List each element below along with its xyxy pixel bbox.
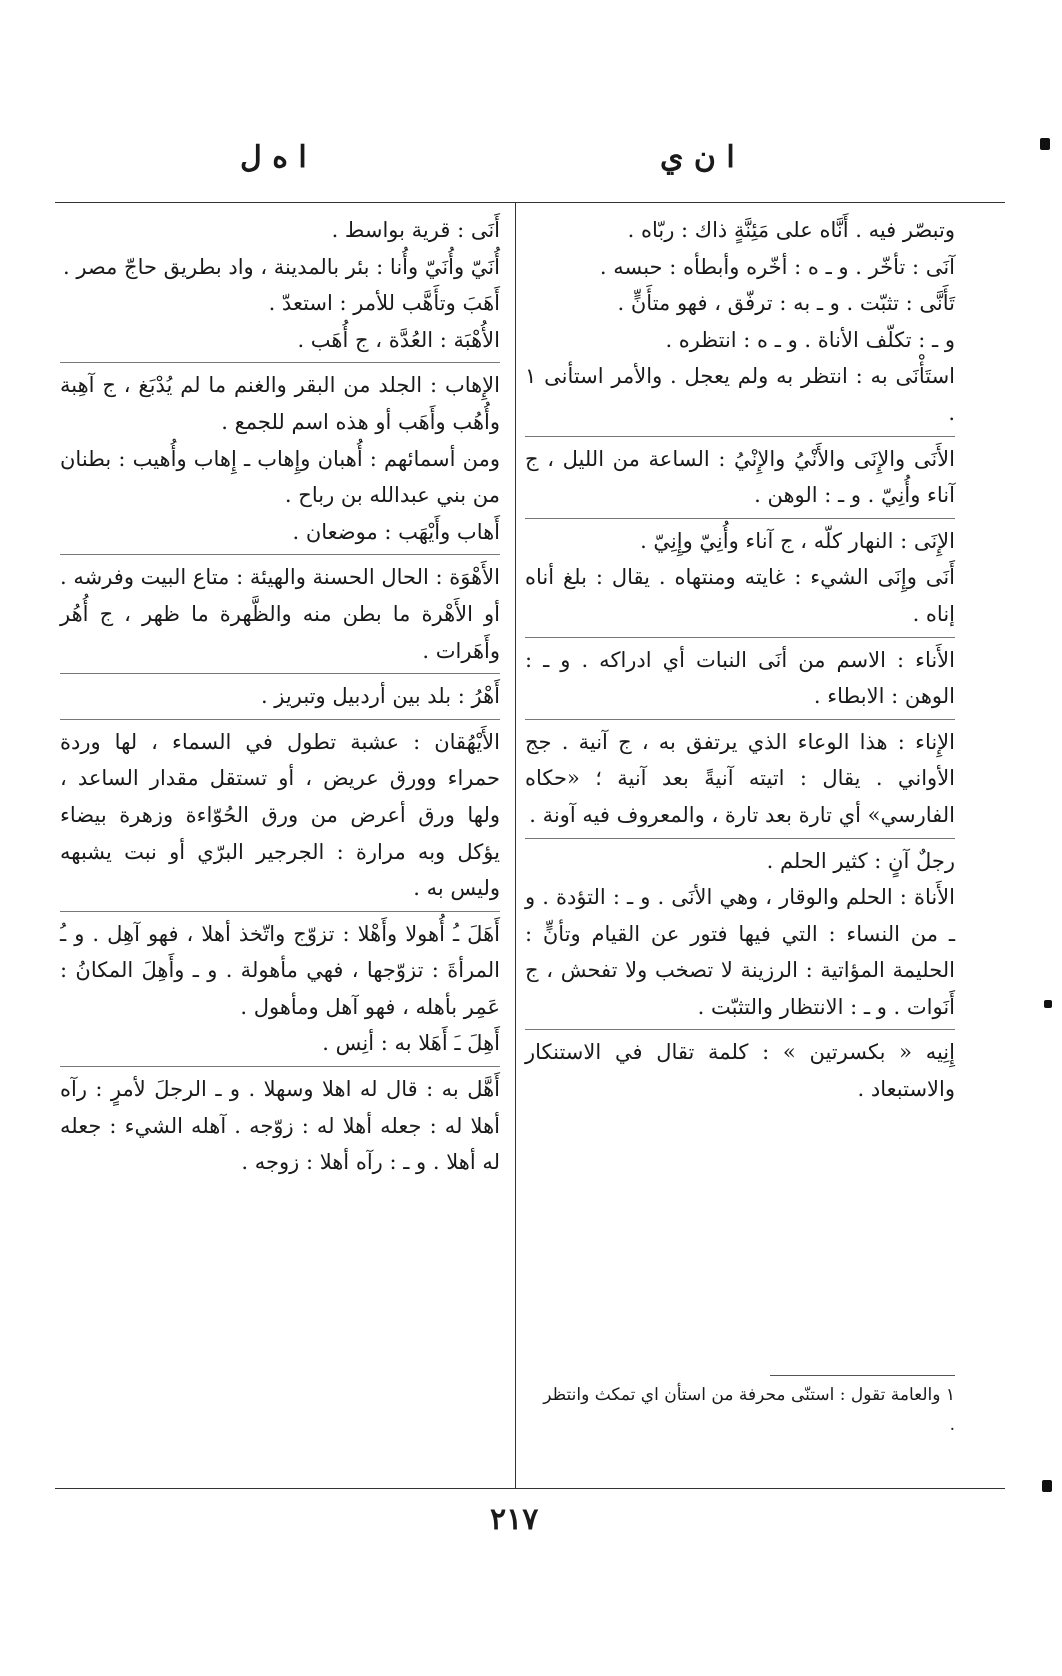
entry-separator	[60, 554, 500, 555]
entry: إِنِيه « بكسرتين » : كلمة تقال في الاستنكار والاستبعاد .	[525, 1040, 955, 1102]
entry: آنَى : تأخّر . و ـ ه : أخّره وأبطأه : حبسه .	[599, 254, 955, 279]
entry-separator	[525, 518, 955, 519]
entry: الأَيْهُقان : عشبة تطول في السماء ، لها وردة حمراء وورق عريض ، أو تستقل مقدار الساعد ، ولها ورق أعرض من ورق الحُوّاءة وزهرة بيضاء يؤكل وبه مرارة : الجرجير البرّي أو نبت يشبهه وليس به .	[60, 729, 500, 901]
entry-separator	[525, 1029, 955, 1030]
entry: و ـ : تكلّف الأناة . و ـ ه : انتظره .	[665, 327, 955, 352]
bottom-rule	[55, 1488, 1005, 1489]
margin-mark	[1040, 138, 1050, 150]
entry: أَهِلَ ـَ أَهَلا به : أنِس .	[322, 1031, 500, 1056]
entry-separator	[60, 1066, 500, 1067]
entry: أَهَلَ ـُ أُهولا وأَهْلا : تزوّج واتّخذ أهلا ، فهو آهِل . و ـُ المرأةَ : تزوّجها ، فهي مأهولة . و ـ وأَهِلَ المكانُ : عَمِر بأهله ، فهو آهل ومأهول .	[60, 921, 500, 1019]
entry: الأَناة : الحلم والوقار ، وهي الأنَى . و ـ : التؤدة . و ـ من النساء : التي فيها فتور عن القيام وتأنٍّ : الحليمة المؤاتية : الرزينة لا تصخب ولا تفحش ، ج أَنَوات . و ـ : الانتظار والتثبّت .	[525, 885, 955, 1019]
entry-separator	[525, 436, 955, 437]
margin-mark	[1044, 1000, 1052, 1008]
margin-mark	[1042, 1480, 1052, 1492]
left-column	[60, 212, 500, 1181]
right-column	[525, 212, 955, 1108]
entry: الأُهْبَة : العُدَّة ، ج أُهَب .	[297, 327, 500, 352]
entry: الأَناء : الاسم من أنَى النبات أي ادراكه . و ـ : الوهن : الابطاء .	[525, 647, 955, 709]
entry: أَنَى وإِنَى الشيء : غايته ومنتهاه . يقال : بلغ أناه إناه .	[525, 565, 955, 626]
root-header-right: ا ن ي	[660, 140, 735, 175]
entry: استَأْنَى به : انتظر به ولم يعجل . والأمر استأنى ١ .	[525, 364, 955, 425]
entry: وتبصّر فيه . أَنَّاه على مَئِنَّةٍ ذاك : ربّاه .	[627, 218, 955, 242]
entry: ومن أسمائهم : أُهبان وإِهاب ـ إِهاب وأُهيب : بطنان من بني عبدالله بن رباح .	[60, 446, 500, 508]
entry-separator	[60, 911, 500, 912]
entry-separator	[525, 719, 955, 720]
entry-separator	[60, 362, 500, 363]
entry: أَهَّل به : قال له اهلا وسهلا . و ـ الرجلَ لأمرٍ : رآه أهلا له : جعله أهلا له : زوّجه . آهله الشيء : جعله له أهلا . و ـ : رآه أهلا : زوجه .	[60, 1077, 500, 1175]
page-number: ٢١٧	[490, 1502, 539, 1537]
entry-separator	[525, 637, 955, 638]
footnote: ١ والعامة تقول : استنّى محرفة من استأن اي تمكث وانتظر .	[543, 1385, 955, 1435]
root-header-left: ا ه ل	[240, 140, 307, 175]
footnote-rule	[770, 1375, 955, 1376]
entry: الأَهْوَة : الحال الحسنة والهيئة : متاع البيت وفرشه . أو الأَهْرة ما بطن منه والظَّهرة ما ظهر ، ج أُهُر وأَهَرات .	[60, 565, 500, 663]
entry: الإِناء : هذا الوعاء الذي يرتفق به ، ج آنية . جج الأواني . يقال : اتيته آنيةً بعد آنية ؛ «حكاه الفارسي» أي تارة بعد تارة ، والمعروف فيه آونة .	[525, 729, 955, 827]
entry: أُنَيّ وأُنَيّ وأُنا : بئر بالمدينة ، واد بطريق حاجّ مصر .	[62, 254, 500, 279]
entry-separator	[525, 838, 955, 839]
entry: الأَنَى والإِنَى والأَنْيُ والإِنْيُ : الساعة من الليل ، ج آناء وأُنِيّ . و ـ : الوهن .	[525, 446, 955, 508]
entry: الإِنَى : النهار كلّه ، ج آناء وأُنِيّ وإِنِيّ .	[640, 528, 955, 553]
entry: أَهاب وأَيْهَب : موضعان .	[292, 519, 500, 544]
entry: تَأَنَّى : تثبّت . و ـ به : ترفّق ، فهو متأَنٍّ .	[617, 291, 955, 316]
entry: رجلٌ آنٍ : كثير الحلم .	[766, 848, 955, 873]
entry: أَهَبَ وتأَهَّب للأمر : استعدّ .	[268, 291, 500, 316]
top-rule	[55, 202, 1005, 203]
column-divider	[515, 202, 516, 1488]
entry: الإِهاب : الجلد من البقر والغنم ما لم يُدْبَغ ، ج آهِبة وأُهُب وأَهَب أو هذه اسم للجمع .	[60, 373, 500, 434]
entry-separator	[60, 719, 500, 720]
entry-separator	[60, 673, 500, 674]
entry: أَهْرُ : بلد بين أردبيل وتبريز .	[260, 684, 500, 709]
entry: أَنَى : قرية بواسط .	[331, 218, 500, 242]
